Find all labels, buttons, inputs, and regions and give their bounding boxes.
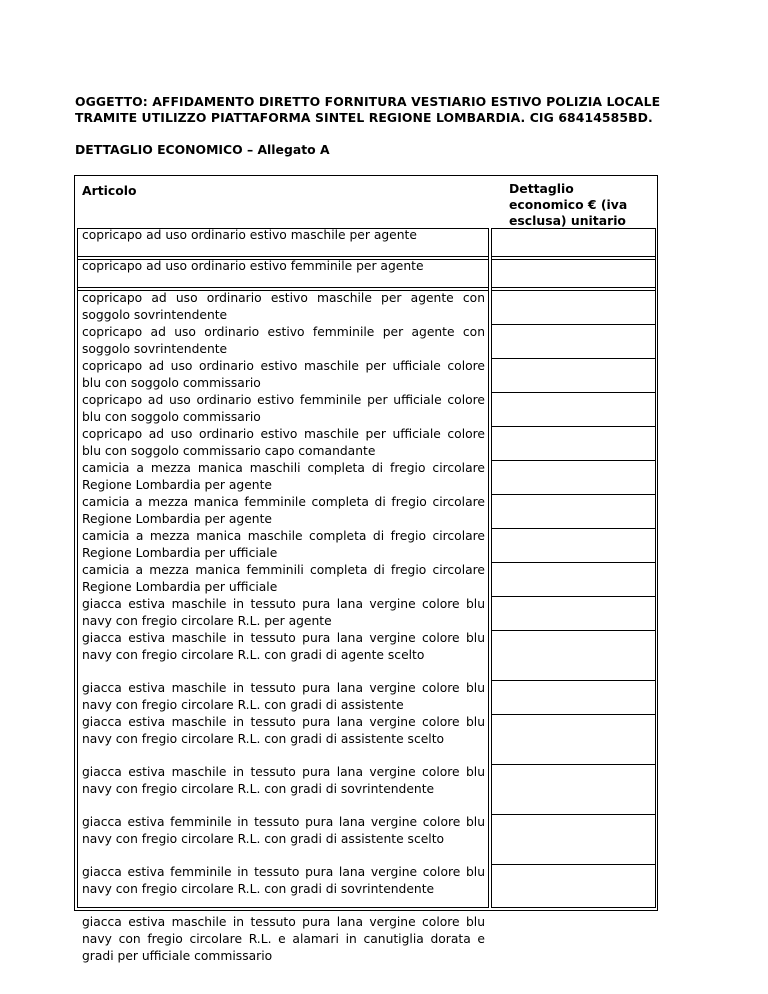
- column-header-price: Dettaglio economico € (iva esclusa) unitario: [509, 181, 628, 228]
- row-separator: [491, 287, 656, 288]
- table-border-right: [657, 175, 658, 911]
- table-row: giacca estiva maschile in tessuto pura lana vergine colore blu navy con fregio circolare R.L. con gradi di agente scelto: [82, 631, 485, 662]
- row-separator: [77, 256, 489, 257]
- title-line-1: OGGETTO: AFFIDAMENTO DIRETTO FORNITURA VESTIARIO ESTIVO POLIZIA LOCALE: [75, 94, 661, 109]
- price-cell-separator: [491, 630, 656, 631]
- price-cell-separator: [491, 324, 656, 325]
- row-separator: [77, 287, 489, 288]
- document-subtitle: DETTAGLIO ECONOMICO – Allegato A: [75, 142, 330, 157]
- row-separator: [491, 228, 656, 229]
- row-separator: [491, 290, 656, 291]
- table-border-top: [74, 175, 658, 176]
- table-row: copricapo ad uso ordinario estivo femminile per ufficiale colore blu con soggolo commissario: [82, 393, 485, 424]
- row-separator: [491, 259, 656, 260]
- table-row: giacca estiva maschile in tessuto pura lana vergine colore blu navy con fregio circolare R.L. con gradi di sovrintendente: [82, 765, 485, 796]
- table-row: copricapo ad uso ordinario estivo femminile per agente: [82, 259, 424, 273]
- table-row: camicia a mezza manica maschili completa di fregio circolare Regione Lombardia per agente: [82, 461, 485, 492]
- table-row: copricapo ad uso ordinario estivo maschile per agente con soggolo sovrintendente: [82, 291, 485, 322]
- table-row: camicia a mezza manica maschile completa di fregio circolare Regione Lombardia per ufficiale: [82, 529, 485, 560]
- table-row: giacca estiva maschile in tessuto pura lana vergine colore blu navy con fregio circolare R.L. e alamari in canutiglia dorata e gradi per ufficiale commissario: [82, 915, 485, 963]
- price-cell-separator: [491, 392, 656, 393]
- price-cell-separator: [491, 528, 656, 529]
- price-cell-separator: [491, 864, 656, 865]
- table-row: camicia a mezza manica femminile completa di fregio circolare Regione Lombardia per agente: [82, 495, 485, 526]
- price-cell-separator: [491, 562, 656, 563]
- price-cell-separator: [491, 494, 656, 495]
- table-row: camicia a mezza manica femminili completa di fregio circolare Regione Lombardia per ufficiale: [82, 563, 485, 594]
- table-row: copricapo ad uso ordinario estivo maschile per agente: [82, 228, 417, 242]
- price-cell-separator: [491, 460, 656, 461]
- table-row: giacca estiva maschile in tessuto pura lana vergine colore blu navy con fregio circolare R.L. con gradi di assistente: [82, 681, 485, 712]
- price-cell-separator: [491, 680, 656, 681]
- price-cell-separator: [491, 764, 656, 765]
- inner-line-left: [77, 228, 78, 908]
- table-row: copricapo ad uso ordinario estivo femminile per agente con soggolo sovrintendente: [82, 325, 485, 356]
- price-cell-separator: [491, 596, 656, 597]
- table-border-bottom: [74, 910, 658, 911]
- document-title: [75, 94, 660, 126]
- price-cell-separator: [491, 714, 656, 715]
- price-cell-separator: [491, 426, 656, 427]
- table-row: giacca estiva maschile in tessuto pura lana vergine colore blu navy con fregio circolare R.L. con gradi di assistente scelto: [82, 715, 485, 746]
- table-row: copricapo ad uso ordinario estivo maschile per ufficiale colore blu con soggolo commissario: [82, 359, 485, 390]
- price-cell-separator: [491, 814, 656, 815]
- table-row: copricapo ad uso ordinario estivo maschile per ufficiale colore blu con soggolo commissario capo comandante: [82, 427, 485, 458]
- table-row: giacca estiva maschile in tessuto pura lana vergine colore blu navy con fregio circolare R.L. per agente: [82, 597, 485, 628]
- table-row: giacca estiva femminile in tessuto pura lana vergine colore blu navy con fregio circolare R.L. con gradi di sovrintendente: [82, 865, 485, 896]
- inner-line-mid-b: [491, 228, 492, 908]
- column-header-article: Articolo: [82, 183, 137, 198]
- table-row: giacca estiva femminile in tessuto pura lana vergine colore blu navy con fregio circolare R.L. con gradi di assistente scelto: [82, 815, 485, 846]
- row-separator: [491, 907, 656, 908]
- title-line-2: TRAMITE UTILIZZO PIATTAFORMA SINTEL REGIONE LOMBARDIA. CIG 68414585BD.: [75, 110, 653, 125]
- row-separator: [77, 907, 489, 908]
- inner-line-right: [655, 228, 656, 908]
- row-separator: [491, 256, 656, 257]
- price-cell-separator: [491, 358, 656, 359]
- table-border-left: [74, 175, 75, 911]
- inner-line-mid-a: [488, 228, 489, 908]
